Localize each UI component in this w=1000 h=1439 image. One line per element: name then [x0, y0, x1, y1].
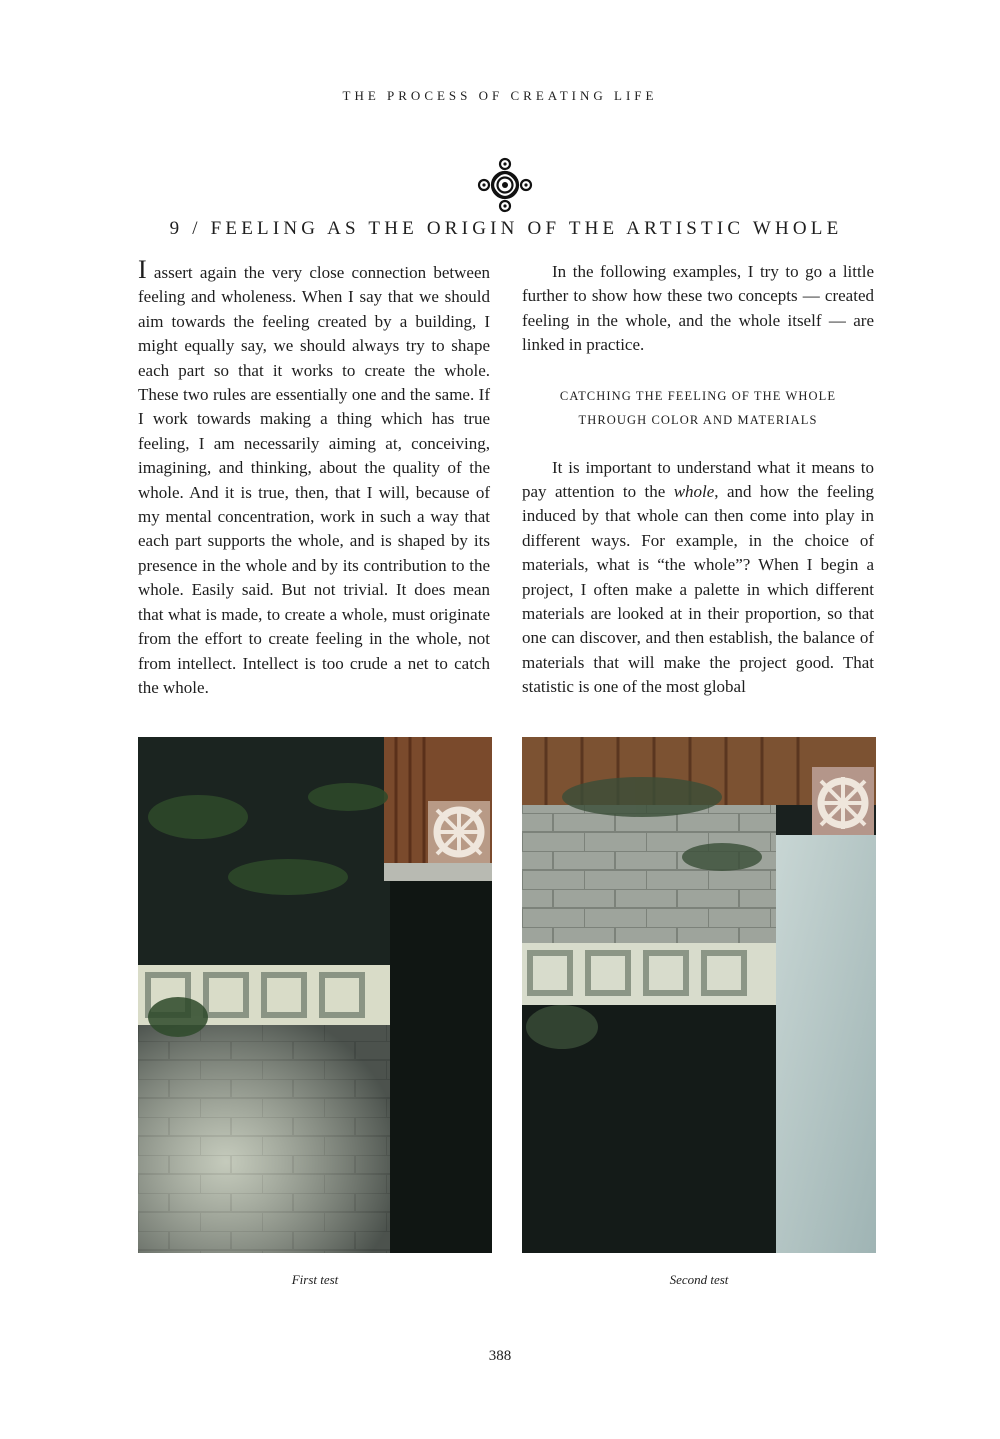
- page-number: 388: [488, 1348, 512, 1364]
- emphasis-text: whole: [673, 482, 715, 502]
- subheading-line: CATCHING THE FEELING OF THE WHOLE: [559, 388, 837, 403]
- left-text-column: [138, 255, 490, 700]
- right-text-column: [522, 260, 874, 700]
- drop-cap: I: [138, 255, 147, 284]
- paragraph-text: assert again the very close connection between feeling and wholeness. When I say that we should aim towards the feeling created by a building, I might equally say, we should always try to shape each part so that it works to create the whole. These two rules are essentially one and the same. If I work towards making a thing which has true feeling, I am necessarily aiming at, conceiving, imagining, and thinking, about the quality of the whole. And it is true, then, that I will, because of my mental concentration, work in such a way that each part supports the whole, and is shaped by its presence in the whole and by its contribution to the whole. Easily said. But not trivial. It does mean that what is made, to create a whole, must originate from the effort to create feeling in the whole, not from intellect. Intellect is too crude a net to catch the whole.: [138, 263, 490, 697]
- running-head: THE PROCESS OF CREATING LIFE: [342, 88, 658, 103]
- subheading-line: THROUGH COLOR AND MATERIALS: [578, 412, 818, 427]
- knot-ornament-icon: [477, 157, 533, 213]
- body-paragraph: In the following examples, I try to go a little further to show how these two concepts — created feeling in the whole, and the whole itself — are linked in practice.: [522, 262, 874, 355]
- photo-first-test: [138, 737, 492, 1253]
- figure-caption: Second test: [669, 1272, 729, 1287]
- chapter-title: 9 / FEELING AS THE ORIGIN OF THE ARTISTIC WHOLE: [169, 218, 843, 239]
- figure-caption: First test: [291, 1272, 339, 1287]
- photo-second-test: [522, 737, 876, 1253]
- section-subheading: [522, 384, 874, 432]
- body-paragraph: [138, 255, 490, 700]
- body-paragraph: [522, 456, 874, 700]
- paragraph-text: It is important to understand what it means to pay attention to the: [522, 457, 874, 502]
- paragraph-text: , and how the feeling induced by that whole can then come into play in different ways. For example, in the choice of materials, what is “the whole”? When I begin a project, I often make a palette in which different materials are looked at in their proportion, so that one can discover, and then establish, the balance of materials that will make the project good. That statistic is one of the most global: [522, 482, 874, 697]
